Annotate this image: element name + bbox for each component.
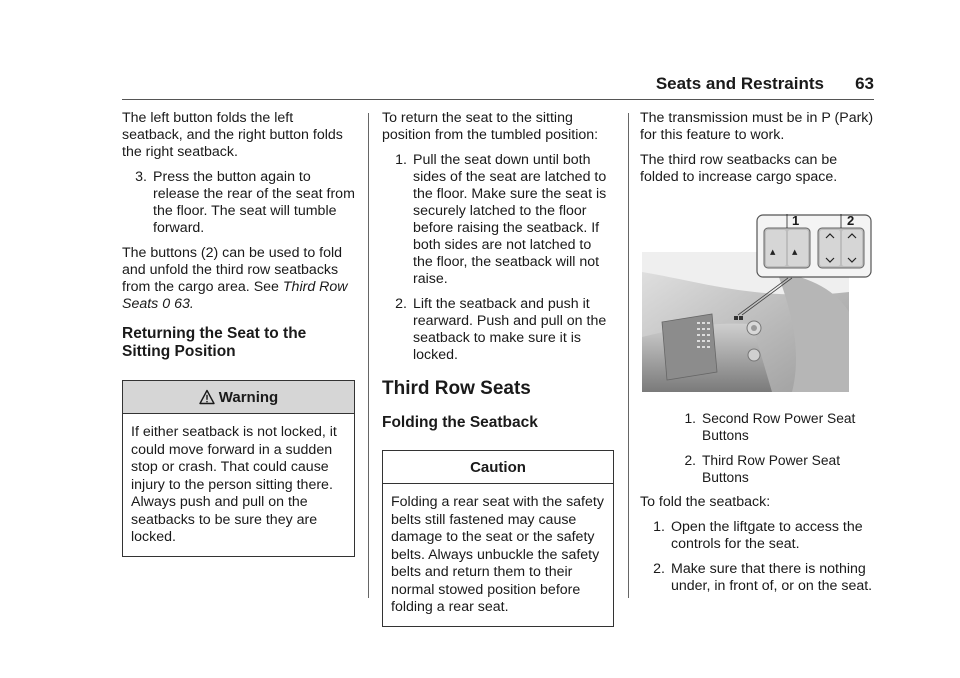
column-left [122,110,355,557]
paragraph: To return the seat to the sitting position from the tumbled position: [382,110,599,143]
list-item [382,296,614,364]
caution-box [382,450,614,627]
column-divider [368,113,369,598]
header-rule [122,99,874,100]
section-subheading: Returning the Seat to the Sitting Position [122,325,307,360]
step-text: Make sure that there is nothing under, in front of, or on the seat. [671,561,873,594]
step-number: 2. [395,296,407,312]
paragraph: The buttons (2) can be used to fold and unfold the third row seatbacks from the cargo area. See Third Row Seats 0 63. [122,245,348,312]
list-item [640,561,874,595]
paragraph: To fold the seatback: [640,494,771,510]
list-item [640,452,874,486]
step-number: 3. [135,169,147,185]
list-item [382,152,614,288]
button-panel-inset [756,214,872,278]
warning-title: Warning [218,388,279,406]
warning-icon [199,389,215,405]
list-item [640,410,874,444]
step-number: 1. [395,152,407,168]
continued-step-text: The left button folds the left seatback, and the right button folds the right seatback. [122,110,343,160]
svg-text:▲: ▲ [770,248,776,256]
column-middle [382,110,614,627]
step-number: 2. [653,561,665,577]
step-text: Lift the seatback and push it rearward. Push and pull on the seatback to make sure it is locked. [413,296,607,363]
warning-header [123,381,354,414]
caption-number: 2. [684,453,696,468]
list-item [122,169,355,237]
paragraph: The transmission must be in P (Park) for this feature to work. [640,110,874,143]
header-title: Seats and Restraints [655,74,824,93]
callout-label: 2 [847,213,855,228]
paragraph: The third row seatbacks can be folded to increase cargo space. [640,152,838,185]
step-text: Press the button again to release the rear of the seat from the floor. The seat will tumble forward. [153,169,355,236]
page-ref-symbol: 0 [162,296,171,312]
column-right [640,110,874,603]
column-divider [628,113,629,598]
figure-caption [640,410,874,486]
section-title: Third Row Seats [382,378,531,399]
list-item [640,519,874,553]
page-header [122,74,874,98]
step-text: Open the liftgate to access the controls for the seat. [671,519,863,552]
cross-reference-link[interactable]: Third Row Seats 0 63 [122,279,348,312]
step-number: 1. [653,519,665,535]
paragraph-text: The buttons (2) can be used to fold and unfold the third row seatbacks from the cargo area. See [122,245,343,295]
caution-header: Caution [383,451,613,484]
warning-text: If either seatback is not locked, it could move forward in a sudden stop or crash. That could cause injury to the person sitting there. Always push and pull on the seatbacks to be sure they are locked. [131,424,337,545]
caption-text: Third Row Power Seat Buttons [702,453,841,485]
warning-box [122,380,355,557]
svg-text:▲: ▲ [792,248,798,256]
section-subheading: Folding the Seatback [382,414,538,431]
caution-text: Folding a rear seat with the safety belts still fastened may cause damage to the seat or the safety belts. Always unbuckle the safety belts and return them to their normal stowed position before folding a rear seat. [391,494,604,615]
seat-buttons-figure [642,208,872,398]
step-text: Pull the seat down until both sides of the seat are latched to the floor. Make sure the seat is securely latched to the floor before raising the seatback. If both sides are not latched to the floor, the seatback will not raise. [413,152,607,287]
caption-number: 1. [684,411,696,426]
callout-label: 1 [792,213,800,228]
caption-text: Second Row Power Seat Buttons [702,411,856,443]
page-number: 63 [855,74,874,93]
